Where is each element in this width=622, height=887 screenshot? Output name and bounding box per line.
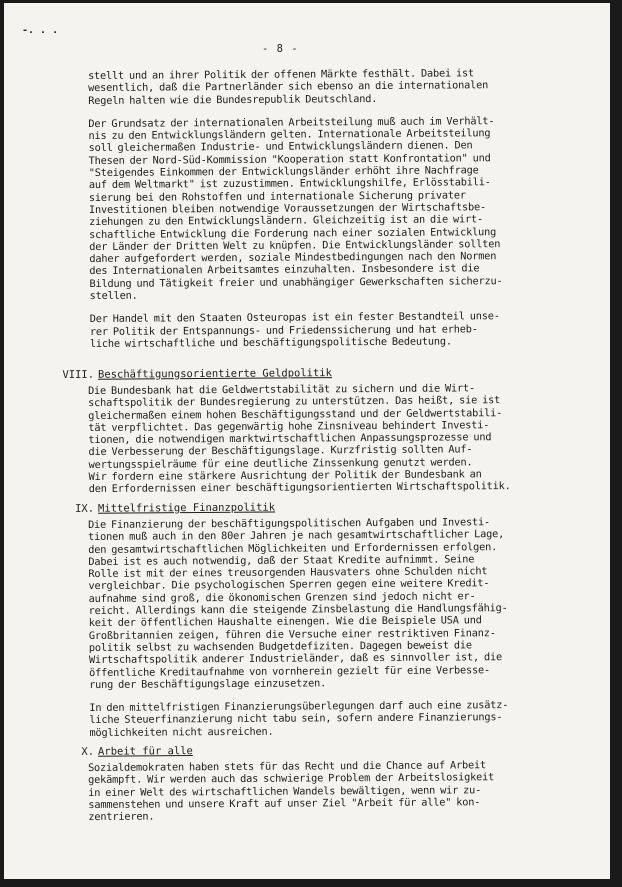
section-title: Beschäftigungsorientierte Geldpolitik	[97, 367, 332, 381]
paragraph: In den mittelfristigen Finanzierungsüberlegungen darf auch eine zusätz- liche Steuerfinanzierung nicht tabu sein, sofern andere Finanzierungs- möglichkeiten nicht ausreichen.	[89, 699, 509, 739]
paragraph: Die Finanzierung der beschäftigungspolitischen Aufgaben und Investi- tionen muß auch in den 80er Jahren je nach gesamtwirtschaftlicher Lage, den gesamtwirtschaftlichen Möglichkeiten und Erfordernissen erfolgen. Dabei ist es auch notwendig, daß der Staat Kredite aufnimmt. Seine Rolle ist mit der eines treusorgenden Hausvaters ohne Schulden nicht vergleichbar. Die psychologischen Sperren gegen eine weitere Kredit- aufnahme sind groß, die ökonomischen Grenzen sind jedoch nicht er- reicht. Allerdings kann die steigende Zinsbelastung die Handlungsfähig- keit der öffentlichen Haushalte einengen. Wie die Beispiele USA und Großbritannien zeigen, führen die Versuche einer restriktiven Finanz- politik selbst zu wachsenden Budgetdefiziten. Dagegen beweist die Wirtschaftspolitik anderer Industrieländer, daß es sinnvoller ist, die öffentliche Kreditaufnahme von vornherein gezielt für eine Verbesse- rung der Beschäftigungslage einzusetzen.	[88, 516, 508, 691]
paragraph: Der Grundsatz der internationalen Arbeitsteilung muß auch im Verhält- nis zu den Entwicklungsländern gelten. Internationale Arbeitsteilung soll gleichermaßen Industrie- und Entwicklungsländern dienen. Den Thesen der Nord-Süd-Kommission "Kooperation statt Konfrontation" und "Steigendes Einkommen der Entwicklungsländer erhöht ihre Nachfrage auf dem Weltmarkt" ist zuzustimmen. Entwicklungshilfe, Erlösstabili- sierung bei den Rohstoffen und internationale Sicherung privater Investitionen bleiben notwendige Voraussetzungen der Wirtschaftsbe- ziehungen zu den Entwicklungsländern. Gleichzeitig ist an die wirt- schaftliche Entwicklung die Forderung nach einer sozialen Entwicklung der Länder der Dritten Welt zu knüpfen. Die Entwicklungsländer sollten daher aufgefordert werden, soziale Mindestbedingungen nach den Normen des Internationalen Arbeitsamtes einzuhalten. Insbesondere ist die Bildung und Tätigkeit freier und unabhängiger Gewerkschaften sicherzu- stellen.	[88, 115, 503, 303]
section-title: Arbeit für alle	[97, 745, 193, 758]
paragraph: Der Handel mit den Staaten Osteuropas ist ein fester Bestandteil unse- rer Politik der Entspannungs- und Friedenssicherung und hat erheb- liche wirtschaftliche und beschäftigungspolitische Bedeutung.	[89, 310, 500, 350]
section-number: IX.	[75, 502, 95, 515]
section-heading-viii	[58, 367, 332, 381]
section-body-ix	[88, 516, 590, 751]
document-page	[4, 3, 610, 879]
paragraph: Sozialdemokraten haben stets für das Recht und die Chance auf Arbeit gekämpft. Wir werden auch das schwierige Problem der Arbeitslosigkeit in einer Welt des wirtschaftlichen Wandels bewältigen, wenn wir zu- sammenstehen und unsere Kraft auf unser Ziel "Arbeit für alle" kon- zentrieren.	[88, 759, 495, 824]
section-heading-x	[58, 745, 193, 758]
paragraph: stellt und an ihrer Politik der offenen Märkte festhält. Dabei ist wesentlich, daß die Partnerländer sich ebenso an die internationalen Regeln halten wie die Bundesrepublik Deutschland.	[88, 67, 489, 107]
section-heading-ix	[58, 501, 275, 515]
section-number: VIII.	[62, 368, 95, 381]
section-body-x	[88, 759, 588, 835]
intro-text	[88, 67, 590, 362]
section-body-viii	[88, 382, 589, 507]
paragraph: Die Bundesbank hat die Geldwertstabilität zu sichern und die Wirt- schaftspolitik der Bundesregierung zu unterstützen. Das heißt, sie ist gleichermaßen einem hohen Beschäftigungsstand und der Geldwertstabili- tät verpflichtet. Das gegenwärtig hohe Zinsniveau behindert Investi- tionen, die notwendigen marktwirtschaftlichen Anpassungsprozesse und die Verbesserung der Beschäftigungslage. Kurzfristig sollten Auf- wertungsspielräume für eine deutliche Zinssenkung genutzt werden. Wir fordern eine stärkere Ausrichtung der Politik der Bundesbank an den Erfordernissen einer beschäftigungsorientierten Wirtschaftspolitik.	[88, 382, 511, 496]
section-title: Mittelfristige Finanzpolitik	[97, 501, 276, 515]
section-number: X.	[81, 745, 95, 758]
corner-marks: -. . .	[22, 25, 59, 36]
page-number: - 8 -	[262, 43, 299, 55]
